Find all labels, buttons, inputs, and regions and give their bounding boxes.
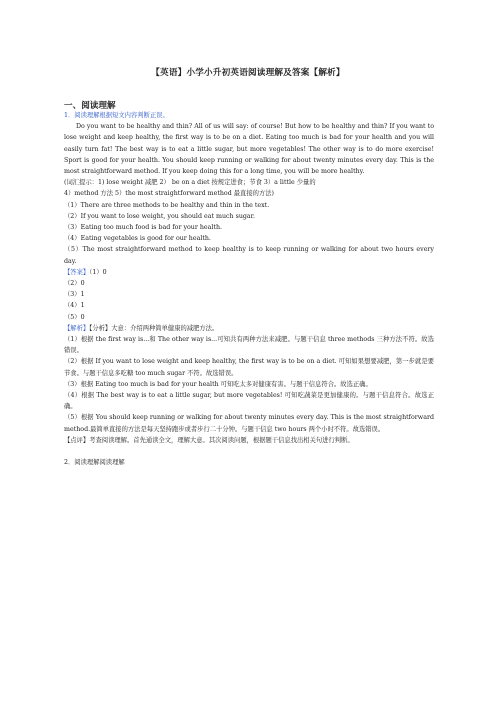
statement-1: （1）There are three methods to be healthy and thin in the text. [64,201,270,209]
answer-4: （4）1 [64,302,85,310]
vocab-hint-line-1: (词汇提示：1) lose weight 减肥 2） be on a diet 按规定进食；节食 3）a little 少量的 [64,179,316,187]
answer-line [64,267,434,278]
analysis-4: （4）根据 The best way is to eat a little sugar, but more vegetables! 可知吃蔬菜是更加健康的。与题干信息符合。故选正确。 [64,392,434,411]
question-1-instruction [64,110,434,121]
analysis-3: （3）根据 Eating too much is bad for your health 可知吃太多对健康有害。与题干信息符合。故选正确。 [64,380,372,388]
statement-3: （3）Eating too much food is bad for your health. [64,224,223,232]
analysis-2: （2）根据 If you want to lose weight and keep healthy, the first way is to be on a diet. 可知如果想要减肥，第一步就是要节食。与题干信息多吃糖 too much sugar 不符。故选错误。 [64,358,434,377]
statement-4: （4）Eating vegetables is good for our health. [64,235,211,243]
analysis-intro-line [64,323,434,334]
statement-5: （5）The most straightforward method to keep healthy is to keep running or walking for about two hours every day. [64,246,434,265]
section-heading: 一、阅读理解 [64,101,116,111]
analysis-5: （5）根据 You should keep running or walking for about twenty minutes every day. This is the most straightforward method.最简单直接的方法是每天坚持跑步或者步行二十分钟。与题干信息 two hours 两个小时不符。故选错误。 [64,414,434,433]
comment: 【点评】考查阅读理解。首先通读全文，理解大意。其次阅读问题，根据题干信息找出相关句进行判断。 [64,436,354,444]
page-title: 【英语】小学小升初英语阅读理解及答案【解析】 [151,68,345,78]
answer-3: （3）1 [64,291,85,299]
question-1-text: 1．阅读理解根据短文内容判断正误。 [64,112,169,119]
passage: Do you want to be healthy and thin? All of us will say: of course! But how to be healthy and thin? If you want to lose weight and keep healthy, the first way is to be on a diet. Eating too much is bad for your health and you will easily turn fat! The best way is to eat a little sugar, but more vegetables! The other way is to do more exercise! Sport is good for your health. You should keep running or walking for about twenty minutes every day. This is the most straightforward method. If you keep doing this for a long time, you will be more healthy. [64,123,434,176]
statement-2: （2）If you want to lose weight, you should eat much sugar. [64,212,255,220]
answer-2: （2）0 [64,280,85,288]
analysis-1: （1）根据 the first way is...和 The other way is...可知共有两种方法来减肥。与题干信息 three methods 三种方法不符。故选错误。 [64,336,434,355]
vocab-hint-line-2: 4）method 方法 5）the most straightforward method 最直接的方法) [64,190,274,198]
answer-tag: 【答案】 [64,268,90,276]
answer-5: （5）0 [64,313,85,321]
answer-1: （1）0 [89,268,107,276]
analysis-intro: 【分析】大意：介绍两种简单健康的减肥方法。 [89,324,219,332]
spacer [64,446,434,457]
analysis-tag: 【解析】 [64,324,90,332]
document-body [64,110,434,468]
question-2-instruction: 2．阅读理解阅读理解 [64,459,125,467]
